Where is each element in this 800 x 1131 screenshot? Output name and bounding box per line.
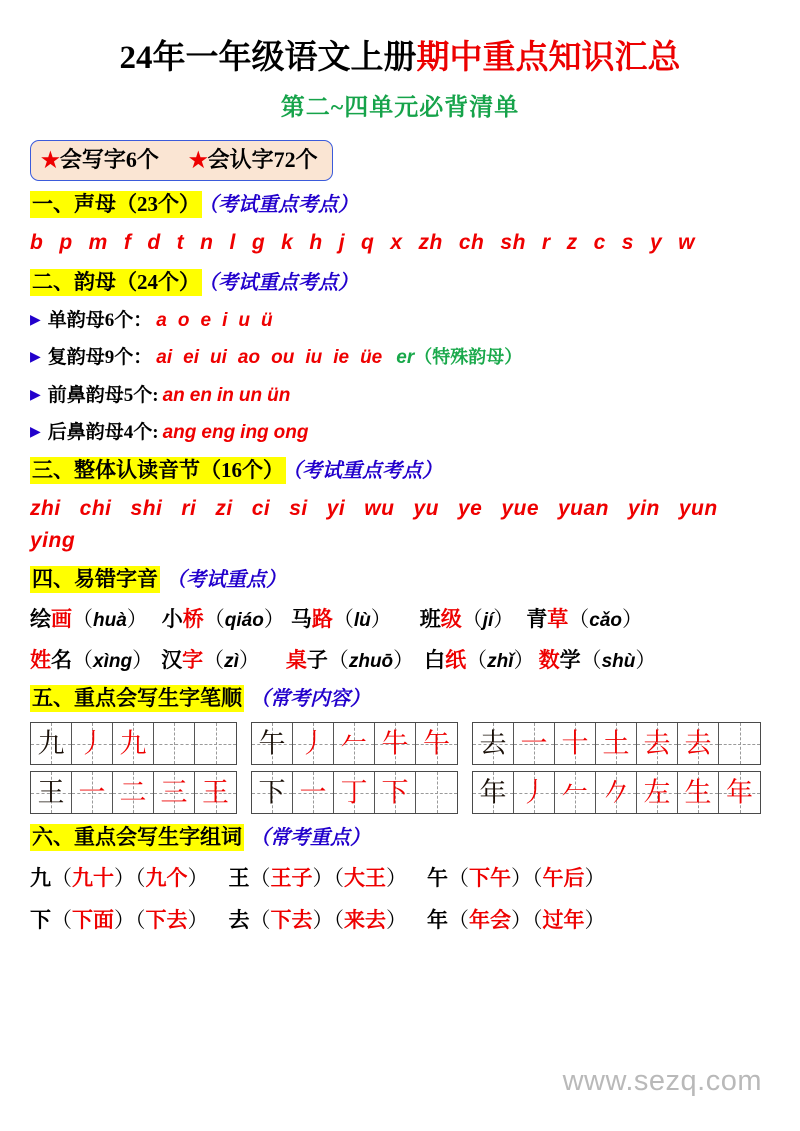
stroke-cell [375,723,416,764]
word-char: 小 [161,607,183,631]
section-3-title: 三、整体认读音节（16个） [32,458,284,482]
section-4-note: （考试重点） [166,569,286,591]
triangle-bullet-icon: ▶ [30,312,41,328]
paren-open: （ [461,607,483,631]
summary-badge-box [30,140,333,181]
formed-word: 九十 [72,866,114,891]
paren-close: ） [238,647,260,672]
initial-item: k [281,231,294,255]
paren-close: ） [584,907,606,932]
stroke-cell [31,723,72,764]
paren-close: ） [386,866,407,891]
whole-syllable-item: wu [364,497,395,520]
final-item: eng [201,422,236,444]
mistake-word-pair [161,645,260,676]
word-pinyin: qiáo [224,610,264,631]
finals-group-label: 后鼻韵母4个: [47,422,159,444]
paren-open: （ [203,647,225,672]
final-item: ing [240,422,269,444]
recognize-count-label: 会认字72个 [207,147,318,173]
word-char-highlight: 级 [440,607,462,631]
stroke-step-glyph: 一 [78,777,106,808]
formed-word: 年会 [469,907,511,932]
final-item: in [216,384,234,406]
final-item: e [200,309,212,331]
base-char: 下 [30,907,51,932]
stroke-cell [555,723,596,764]
section-heading-4 [30,565,770,594]
finals-group-label: 单韵母6个： [47,309,153,331]
formed-word: 九个 [145,866,188,891]
stroke-cell [596,723,637,764]
word-char: 青 [526,607,548,631]
section-2-title: 二、韵母（24个） [32,269,200,294]
stroke-order-column [472,722,761,814]
initial-item: z [566,231,578,255]
whole-syllable-item: yue [501,497,539,520]
initial-item: g [251,231,266,255]
stroke-cell [72,723,113,764]
word-char-highlight: 画 [51,607,72,631]
stroke-step-glyph: 丿 [520,777,548,808]
stroke-cell [678,723,719,764]
initials-list [30,227,770,259]
word-char: 白 [424,647,446,672]
paren-close: ） [511,866,532,891]
section-1-note: （考试重点考点） [208,194,358,217]
write-count-label: 会写字6个 [59,147,159,173]
finals-group [30,345,770,372]
mistake-word-pair [291,604,392,635]
stroke-cell [113,723,154,764]
initial-item: b [30,231,44,255]
word-formation-group [427,863,606,893]
finals-group [30,308,770,335]
stroke-target-char: 年 [479,777,507,808]
paren-open: （ [51,907,72,932]
whole-syllable-list [30,493,770,556]
stroke-cell [719,772,760,813]
word-pinyin: zhuō [348,650,394,672]
triangle-bullet-icon: ▶ [30,350,41,366]
stroke-order-column [30,722,237,814]
stroke-cell [154,772,195,813]
word-char: 马 [290,607,312,631]
paren-close: ） [263,607,285,631]
whole-syllable-item: zhi [30,497,61,520]
site-watermark: www.sezq.com [562,1065,762,1097]
initial-item: d [147,231,161,255]
initial-item: t [176,231,185,255]
stroke-step-glyph: 去 [643,728,671,759]
section-heading-6 [30,823,770,852]
paren-open: （ [72,647,93,672]
stroke-cell [31,772,72,813]
paren-close: ） [187,866,209,891]
paren-open: （ [466,647,488,672]
base-char: 王 [228,866,250,891]
initial-item: m [88,231,108,255]
initial-item: zh [418,231,443,255]
finals-group-label: 复韵母9个： [47,347,153,369]
stroke-target-char: 去 [479,728,507,759]
mistake-word-pair [539,645,657,676]
paren-open: （ [448,907,469,932]
section-1-title: 一、声母（23个） [32,192,200,217]
whole-syllable-item: chi [79,497,112,520]
stroke-target-char: 九 [37,728,65,759]
section-5-title: 五、重点会写生字笔顺 [32,686,242,711]
formed-word: 大王 [344,866,386,891]
final-item: en [189,384,212,406]
final-item: ou [271,347,295,369]
final-item: i [222,309,228,331]
paren-close: ） [622,607,644,631]
easy-mistake-row-2 [30,645,770,676]
whole-syllable-item: ci [251,497,271,520]
word-formation-group [229,863,408,893]
stroke-step-glyph: 一 [299,777,327,808]
paren-close: ） [584,866,606,891]
stroke-step-glyph: 丁 [340,777,368,808]
paren-open: （ [333,907,344,932]
section-heading-5 [30,684,770,713]
formed-word: 过年 [542,907,585,932]
stroke-step-glyph: 去 [684,728,712,759]
stroke-step-glyph: 下 [381,777,409,808]
final-item: ei [183,347,200,369]
word-pinyin: lù [353,610,371,631]
triangle-bullet-icon: ▶ [30,387,41,403]
final-item: ai [156,347,173,369]
stroke-step-glyph: 𠂉 [561,777,589,808]
word-pinyin: jí [482,610,494,631]
stroke-cell [514,772,555,813]
whole-syllable-item: shi [130,497,163,520]
stroke-step-glyph: 一 [520,728,548,759]
stroke-cell [473,772,514,813]
whole-syllable-item: yu [413,497,439,520]
whole-syllable-item: yuan [558,497,610,520]
initial-item: f [123,231,132,255]
initial-item: h [309,231,323,255]
base-char: 去 [228,907,250,932]
section-heading-1 [30,190,770,219]
formed-word: 下面 [72,907,114,932]
paren-open: （ [333,866,344,891]
whole-syllable-item: yin [628,497,660,520]
stroke-step-glyph: 午 [423,728,450,759]
stroke-order-grid [30,771,237,814]
word-char-highlight: 路 [311,607,333,631]
whole-syllable-item: si [289,497,308,520]
word-pinyin: cǎo [589,610,623,631]
word-formation-group [427,905,606,935]
final-item: ui [210,347,227,369]
final-item: o [177,309,190,331]
initial-item: s [621,231,634,255]
section-2-note: （考试重点考点） [208,271,358,294]
paren-open: （ [249,866,271,891]
word-formation-row-1 [30,863,770,893]
stroke-step-glyph: 土 [602,728,630,759]
initial-item: c [593,231,606,255]
section-6-title: 六、重点会写生字组词 [32,825,242,850]
whole-syllable-item: ri [181,497,197,520]
initial-item: ch [458,231,485,255]
stroke-order-column [251,722,458,814]
word-char-highlight: 桥 [182,607,204,631]
word-formation-row-2 [30,905,770,935]
stroke-cell [113,772,154,813]
stroke-order-grid [251,722,458,765]
initial-item: w [678,231,695,255]
base-char: 午 [427,866,448,891]
final-item: ang [162,422,197,444]
finals-group-values [163,422,309,443]
paren-open: （ [532,907,543,932]
stroke-cell [195,723,236,764]
initial-item: j [338,231,346,255]
whole-syllable-item: yun [678,497,718,520]
stroke-cell [473,723,514,764]
word-pinyin: zhǐ [487,650,514,672]
stroke-step-glyph: 生 [684,777,712,808]
paren-close: ） [187,907,209,932]
title-black-part: 24年一年级语文上册 [119,40,417,76]
stroke-cell [416,772,457,813]
mistake-word-pair [424,645,534,676]
initial-item: r [541,231,551,255]
paren-open: （ [203,607,225,631]
special-final-note: （特殊韵母） [414,347,523,368]
page-subtitle: 第二~四单元必背清单 [280,95,520,122]
final-item: an [162,384,185,406]
paren-open: （ [568,607,590,631]
whole-syllable-item: zi [215,497,233,520]
initial-item: x [390,231,403,255]
stroke-order-grid [30,722,237,765]
whole-syllable-item: ye [457,497,483,520]
initial-item: y [649,231,663,255]
word-char: 子 [306,647,328,672]
word-char-highlight: 纸 [445,647,467,672]
stroke-order-grid [251,771,458,814]
word-char: 汉 [161,647,183,672]
paren-open: （ [249,907,271,932]
paren-close: ） [312,866,334,891]
paren-open: （ [332,607,354,631]
final-item: a [156,309,167,331]
stroke-cell [293,723,334,764]
stroke-target-char: 午 [258,728,286,759]
formed-word: 下去 [270,907,313,932]
initial-item: q [361,231,375,255]
formed-word: 下午 [469,866,511,891]
whole-syllable-item: ying [30,528,76,552]
paren-close: ） [386,907,407,932]
word-char: 班 [419,607,441,631]
word-char-highlight: 字 [182,647,204,672]
formed-word: 午后 [542,866,585,891]
paren-close: ） [635,647,657,672]
paren-close: ） [370,607,392,631]
title-red-part: 期中重点知识汇总 [416,40,681,76]
stroke-step-glyph: 年 [726,777,753,808]
initial-item: p [59,231,73,255]
final-item: ao [237,347,261,369]
word-char-highlight: 数 [538,647,560,672]
stroke-order-area [30,722,770,814]
stroke-order-grid [472,722,761,765]
word-char: 学 [559,647,581,672]
stroke-cell [334,723,375,764]
word-pinyin: huà [93,610,127,631]
finals-group-values [156,310,272,331]
finals-group [30,420,770,447]
section-6-note: （常考重点） [250,827,370,850]
final-item: un [238,384,263,406]
mistake-word-pair [30,604,148,635]
paren-close: ） [312,907,334,932]
stroke-step-glyph: 𠂉 [340,728,368,759]
final-item: ie [333,347,350,369]
paren-open: （ [580,647,602,672]
word-formation-group [30,905,209,935]
word-pinyin: xìng [93,650,133,672]
final-item: u [238,309,250,331]
mistake-word-pair [286,645,414,676]
stroke-cell [678,772,719,813]
paren-open: （ [51,866,72,891]
stroke-step-glyph: 二 [119,777,147,808]
section-5-note: （常考内容） [250,688,370,711]
paren-open: （ [327,647,349,672]
stroke-step-glyph: 三 [160,777,188,808]
stroke-step-glyph: 左 [643,777,671,808]
star-icon-1: ★ [41,148,60,173]
word-formation-group [30,863,209,893]
stroke-cell [72,772,113,813]
paren-open: （ [72,607,93,631]
stroke-step-glyph: 牛 [381,728,409,759]
paren-close: ） [114,907,135,932]
formed-word: 来去 [344,907,386,932]
stroke-cell [154,723,195,764]
stroke-cell [719,723,760,764]
paren-close: ） [114,866,135,891]
stroke-cell [596,772,637,813]
stroke-cell [334,772,375,813]
paren-open: （ [448,866,469,891]
paren-close: ） [511,907,532,932]
finals-group-label: 前鼻韵母5个: [47,384,159,406]
stroke-cell [514,723,555,764]
initial-item: n [200,231,214,255]
final-item: iu [305,347,323,369]
finals-group-list [30,308,770,447]
stroke-cell [252,772,293,813]
page-title [30,0,770,79]
formed-word: 下去 [145,907,188,932]
stroke-cell [637,723,678,764]
mistake-word-pair [162,604,285,635]
stroke-step-glyph: 九 [119,728,147,759]
stroke-target-char: 王 [37,777,65,808]
final-item: ü [260,309,273,331]
paren-close: ） [493,607,515,631]
stroke-cell [555,772,596,813]
final-item: ün [267,384,291,406]
final-item: ong [273,422,309,444]
star-icon-2: ★ [188,148,208,173]
stroke-target-char: 下 [258,777,286,808]
finals-group-values [156,347,382,368]
whole-syllable-item: yi [326,497,346,520]
stroke-cell [293,772,334,813]
stroke-cell [416,723,457,764]
stroke-cell [195,772,236,813]
word-formation-group [229,905,408,935]
stroke-step-glyph: 丿 [299,728,327,759]
section-3-note: （考试重点考点） [292,460,442,482]
stroke-order-grid [472,771,761,814]
paren-open: （ [135,866,146,891]
base-char: 九 [30,866,51,891]
finals-group [30,383,770,410]
special-final-item: er [396,347,415,369]
stroke-step-glyph: 丿 [78,728,106,759]
word-pinyin: zì [224,650,239,672]
base-char: 年 [427,907,448,932]
mistake-word-pair [526,604,643,635]
paren-open: （ [532,866,543,891]
mistake-word-pair [30,645,153,676]
stroke-cell [252,723,293,764]
stroke-step-glyph: 𠂊 [602,777,630,808]
paren-close: ） [393,647,415,672]
word-pinyin: shù [601,650,636,672]
paren-close: ） [132,647,154,672]
paren-close: ） [513,647,535,672]
triangle-bullet-icon: ▶ [30,425,41,441]
finals-group-values [163,385,291,406]
word-char: 名 [51,647,72,672]
paren-open: （ [135,907,146,932]
initial-item: l [229,231,236,255]
paren-close: ） [126,607,148,631]
stroke-step-glyph: 王 [202,777,229,808]
section-4-title: 四、易错字音 [32,567,158,591]
initial-item: sh [500,231,526,255]
final-item: üe [360,347,383,369]
stroke-step-glyph: 十 [561,728,589,759]
word-char-highlight: 姓 [30,647,51,672]
word-char-highlight: 草 [547,607,569,631]
easy-mistake-row-1 [30,604,770,635]
formed-word: 王子 [270,866,313,891]
section-heading-3 [30,456,770,485]
stroke-cell [637,772,678,813]
word-char: 绘 [30,607,51,631]
section-heading-2 [30,268,770,297]
mistake-word-pair [420,604,515,635]
word-char-highlight: 桌 [285,647,307,672]
stroke-cell [375,772,416,813]
